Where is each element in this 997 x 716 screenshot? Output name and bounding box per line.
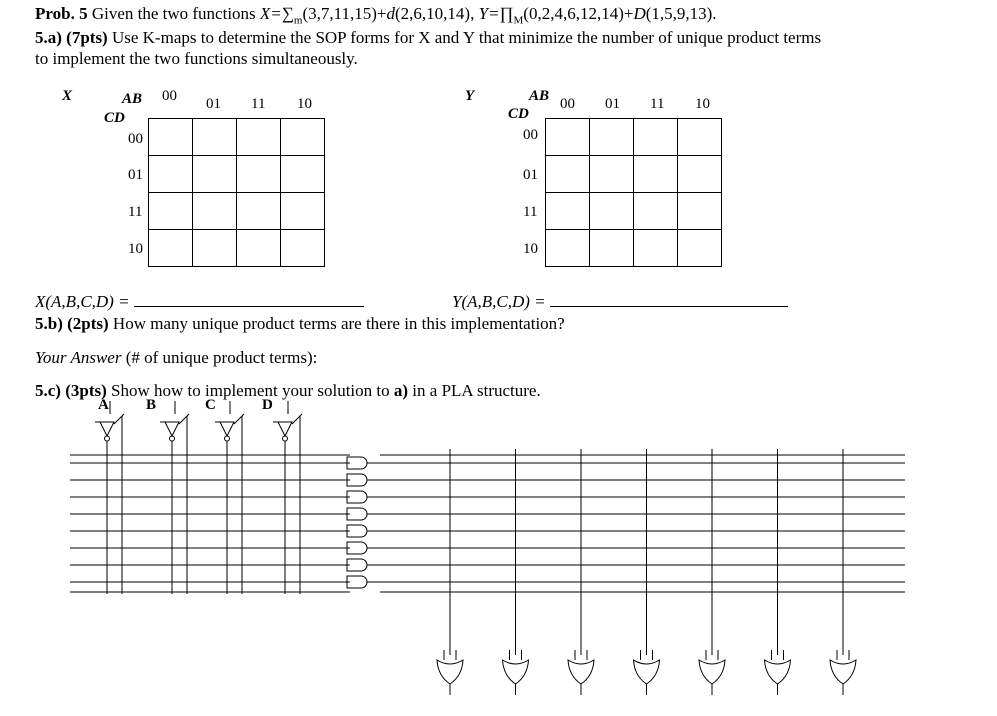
pla-buffer-c bbox=[220, 422, 234, 436]
pla-or-gate bbox=[699, 660, 725, 684]
kmap-x-row-11: 11 bbox=[128, 204, 143, 220]
problem-label: Prob. 5 bbox=[35, 4, 88, 23]
pla-or-gate bbox=[437, 660, 463, 684]
part-a-label: 5.a) (7pts) bbox=[35, 28, 108, 47]
pla-or-gate bbox=[503, 660, 529, 684]
kmap-x-row-01: 01 bbox=[128, 167, 143, 183]
y-function-maxterms: (0,2,4,6,12,14)+ bbox=[523, 4, 634, 23]
pla-input-b-label: B bbox=[146, 397, 157, 413]
kmap-x-row-10: 10 bbox=[128, 241, 143, 257]
y-dontcare-terms: (1,5,9,13). bbox=[645, 4, 717, 23]
x-function-name: X=∑ bbox=[259, 4, 294, 23]
pla-or-gate bbox=[830, 660, 856, 684]
part-c-text1: Show how to implement your solution to bbox=[106, 381, 394, 400]
kmap-x-cd-label: CD bbox=[104, 110, 125, 126]
kmap-x-col-00: 00 bbox=[162, 88, 177, 104]
x-dontcare-symbol: d bbox=[386, 4, 395, 23]
kmap-y-row-11: 11 bbox=[523, 204, 538, 220]
pla-input-c-label: C bbox=[205, 397, 216, 413]
part-b-answer-prompt: Your Answer bbox=[35, 348, 122, 367]
kmap-x-col-11: 11 bbox=[251, 96, 266, 112]
pla-input-d-label: D bbox=[262, 397, 273, 413]
kmap-x-col-10: 10 bbox=[297, 96, 312, 112]
kmap-y-row-10: 10 bbox=[523, 241, 538, 257]
kmap-y-row-01: 01 bbox=[523, 167, 538, 183]
x-answer-label: X(A,B,C,D) = bbox=[35, 292, 130, 311]
x-dontcare-terms: (2,6,10,14), bbox=[395, 4, 479, 23]
kmap-x-row-00: 00 bbox=[128, 131, 143, 147]
problem-intro: Given the two functions bbox=[87, 4, 260, 23]
part-c-label: 5.c) (3pts) bbox=[35, 381, 107, 400]
kmap-y-name: Y bbox=[465, 88, 475, 104]
kmap-y-col-11: 11 bbox=[650, 96, 665, 112]
kmap-y-col-01: 01 bbox=[605, 96, 620, 112]
kmap-y-row-00: 00 bbox=[523, 127, 538, 143]
part-a-text2: to implement the two functions simultaneously. bbox=[35, 49, 358, 68]
part-b-text: How many unique product terms are there in this implementation? bbox=[108, 314, 565, 333]
pla-or-gate bbox=[634, 660, 660, 684]
pla-gates bbox=[70, 414, 905, 695]
part-a-text1: Use K-maps to determine the SOP forms for X and Y that minimize the number of unique product terms bbox=[107, 28, 822, 47]
kmap-x-ab-label: AB bbox=[122, 91, 143, 107]
kmap-y-cd-label: CD bbox=[508, 106, 529, 122]
part-c-text-bold: a) bbox=[393, 381, 409, 400]
pla-frame bbox=[110, 401, 288, 414]
part-b-label: 5.b) (2pts) bbox=[35, 314, 109, 333]
pla-buffer-d bbox=[278, 422, 292, 436]
x-function-minterms: (3,7,11,15)+ bbox=[302, 4, 387, 23]
pla-or-gate bbox=[568, 660, 594, 684]
pla-or-gate bbox=[765, 660, 791, 684]
kmap-x-col-01: 01 bbox=[206, 96, 221, 112]
part-c-text2: in a PLA structure. bbox=[408, 381, 541, 400]
part-b-answer-rest: (# of unique product terms): bbox=[121, 348, 318, 367]
kmap-x-name: X bbox=[62, 88, 73, 104]
y-function-name: Y=∏ bbox=[478, 4, 514, 23]
x-function-subscript: m bbox=[293, 14, 303, 27]
y-answer-label: Y(A,B,C,D) = bbox=[452, 292, 546, 311]
pla-buffer-a bbox=[100, 422, 114, 436]
kmap-y-col-00: 00 bbox=[560, 96, 575, 112]
pla-buffer-b bbox=[165, 422, 179, 436]
y-dontcare-symbol: D bbox=[633, 4, 646, 23]
kmap-y-col-10: 10 bbox=[695, 96, 710, 112]
kmap-y-ab-label: AB bbox=[529, 88, 550, 104]
pla-input-a-label: A bbox=[98, 397, 109, 413]
y-function-subscript: M bbox=[513, 14, 524, 27]
